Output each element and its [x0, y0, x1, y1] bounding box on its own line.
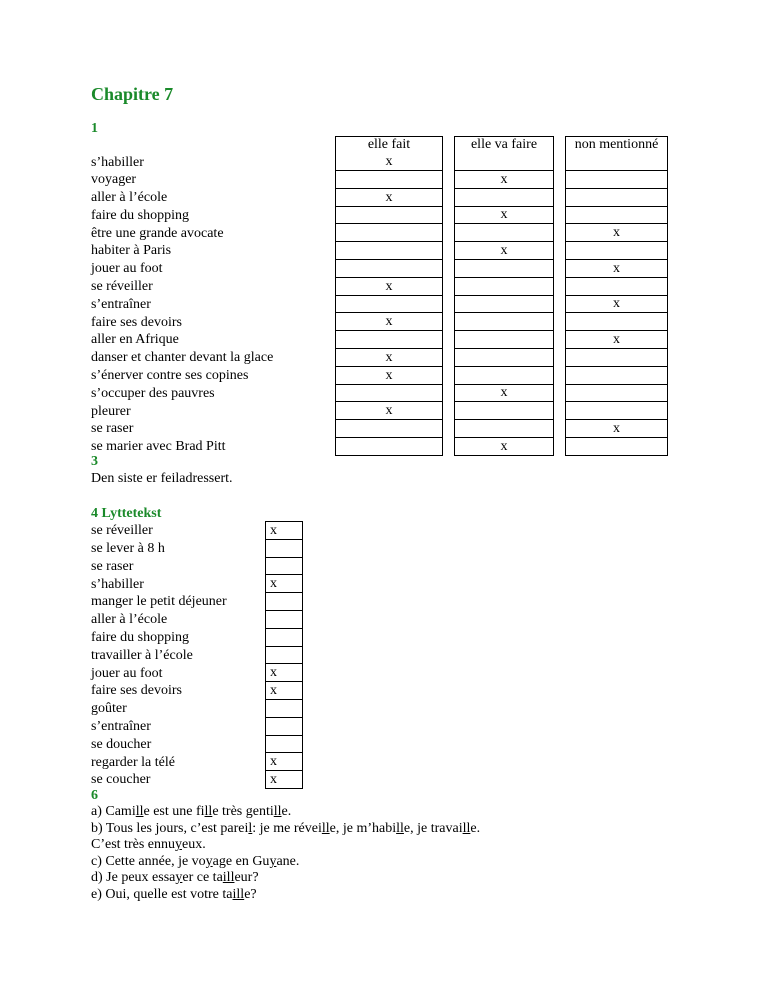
table-row: [91, 366, 668, 384]
row-label: s’habiller: [91, 154, 144, 170]
column-gap: [443, 242, 455, 260]
sentence-line: [91, 837, 480, 854]
row-label: aller à l’école: [91, 190, 168, 206]
column-header: non mentionné: [566, 137, 668, 154]
column-gap: [554, 437, 566, 455]
column-gap: [554, 137, 566, 154]
activity-label: travailler à l’école: [91, 647, 193, 663]
underlined-segment: ill: [222, 870, 235, 886]
mark-cell: [566, 153, 668, 171]
underlined-segment: y: [205, 853, 213, 869]
list-item: [91, 682, 303, 700]
column-gap: [554, 331, 566, 349]
activity-label: faire du shopping: [91, 630, 189, 646]
mark-cell: x: [455, 242, 554, 260]
table-header-row: [91, 137, 668, 154]
underlined-segment: ll: [204, 804, 213, 819]
mark-cell: [455, 224, 554, 242]
row-label: se réveiller: [91, 279, 153, 295]
mark-cell: [566, 384, 668, 402]
table-row: [91, 437, 668, 455]
activity-label: manger le petit déjeuner: [91, 594, 227, 610]
column-gap: [443, 331, 455, 349]
column-header: elle fait: [336, 137, 443, 154]
mark-cell: x: [336, 348, 443, 366]
list-item: [91, 610, 303, 628]
mark-cell: x: [455, 206, 554, 224]
column-gap: [443, 313, 455, 331]
table-row: [91, 224, 668, 242]
mark-cell: x: [336, 402, 443, 420]
column-gap: [443, 188, 455, 206]
mark-box: [266, 717, 303, 735]
text-segment: er ce ta: [182, 870, 223, 886]
list-item: [91, 593, 303, 611]
mark-cell: x: [455, 384, 554, 402]
text-segment: a) Cami: [91, 804, 136, 819]
mark-cell: [336, 242, 443, 260]
mark-box: [266, 699, 303, 717]
list-item: [91, 557, 303, 575]
text-segment: e est une fi: [143, 804, 205, 819]
column-gap: [554, 277, 566, 295]
text-segment: C’est très ennu: [91, 837, 175, 853]
activity-label: se coucher: [91, 772, 151, 788]
section-1-table: [91, 136, 668, 456]
mark-cell: x: [336, 277, 443, 295]
column-gap: [554, 224, 566, 242]
mark-cell: [336, 437, 443, 455]
table-row: [91, 348, 668, 366]
activity-label: faire ses devoirs: [91, 683, 182, 699]
column-gap: [554, 153, 566, 171]
underlined-segment: y: [175, 870, 183, 886]
mark-cell: x: [455, 437, 554, 455]
mark-cell: [336, 295, 443, 313]
list-item: [91, 522, 303, 540]
mark-cell: [336, 420, 443, 438]
row-label: s’entraîner: [91, 296, 151, 312]
text-segment: ane.: [276, 853, 300, 869]
row-label: jouer au foot: [91, 261, 163, 277]
activity-label: se lever à 8 h: [91, 541, 165, 557]
column-gap: [554, 420, 566, 438]
mark-box: x: [266, 753, 303, 771]
table-row: [91, 402, 668, 420]
underlined-segment: ll: [273, 804, 282, 819]
column-gap: [554, 171, 566, 189]
mark-cell: x: [336, 188, 443, 206]
text-segment: e, je m’habi: [329, 820, 397, 836]
list-item: [91, 699, 303, 717]
row-label: habiter à Paris: [91, 243, 172, 259]
sentence-line: [91, 887, 480, 904]
mark-cell: [455, 348, 554, 366]
row-label: faire ses devoirs: [91, 314, 182, 330]
list-item: [91, 735, 303, 753]
table-row: [91, 206, 668, 224]
section-4-heading: 4 Lyttetekst: [91, 506, 162, 521]
mark-cell: [336, 171, 443, 189]
section-6-number: 6: [91, 788, 98, 803]
mark-box: x: [266, 682, 303, 700]
column-gap: [443, 277, 455, 295]
list-item: [91, 575, 303, 593]
sentence-line: [91, 821, 480, 838]
column-gap: [554, 384, 566, 402]
text-segment: e) Oui, quelle est votre ta: [91, 886, 233, 902]
mark-cell: [566, 277, 668, 295]
mark-cell: [336, 224, 443, 242]
column-gap: [443, 295, 455, 313]
column-gap: [443, 402, 455, 420]
table-row: [91, 384, 668, 402]
header-spacer: [91, 137, 336, 154]
list-item: [91, 646, 303, 664]
row-label: s’énerver contre ses copines: [91, 368, 249, 384]
underlined-segment: y: [269, 853, 277, 869]
table-row: [91, 153, 668, 171]
column-gap: [443, 420, 455, 438]
mark-cell: x: [566, 420, 668, 438]
activity-label: s’entraîner: [91, 719, 151, 735]
list-item: [91, 539, 303, 557]
table-row: [91, 295, 668, 313]
table-row: [91, 313, 668, 331]
mark-cell: x: [566, 259, 668, 277]
column-gap: [443, 259, 455, 277]
mark-box: [266, 735, 303, 753]
section-3-text: Den siste er feiladressert.: [91, 471, 233, 486]
mark-box: [266, 557, 303, 575]
text-segment: c) Cette année, je vo: [91, 853, 206, 869]
text-segment: e, je travai: [403, 820, 463, 836]
text-segment: d) Je peux essa: [91, 870, 176, 886]
column-gap: [443, 348, 455, 366]
row-label: être une grande avocate: [91, 225, 224, 241]
column-gap: [443, 206, 455, 224]
list-item: [91, 664, 303, 682]
mark-cell: [455, 295, 554, 313]
text-segment: e?: [244, 886, 257, 902]
mark-cell: [566, 437, 668, 455]
section-3-number: 3: [91, 454, 98, 469]
underlined-segment: ill: [232, 886, 245, 902]
list-item: [91, 753, 303, 771]
text-segment: age en Gu: [212, 853, 270, 869]
row-label: danser et chanter devant la glace: [91, 350, 274, 366]
table-row: [91, 420, 668, 438]
table-row: [91, 242, 668, 260]
mark-cell: [455, 277, 554, 295]
column-gap: [443, 366, 455, 384]
column-gap: [443, 224, 455, 242]
row-label: s’occuper des pauvres: [91, 385, 215, 401]
row-label: aller en Afrique: [91, 332, 179, 348]
list-item: [91, 771, 303, 789]
mark-box: [266, 610, 303, 628]
mark-cell: [455, 188, 554, 206]
column-gap: [554, 242, 566, 260]
mark-cell: [336, 206, 443, 224]
text-segment: e très genti: [212, 804, 274, 819]
sentence-line: [91, 804, 480, 821]
mark-box: [266, 628, 303, 646]
list-item: [91, 717, 303, 735]
mark-cell: [336, 384, 443, 402]
table-row: [91, 331, 668, 349]
underlined-segment: ll: [462, 820, 471, 836]
text-segment: b) Tous les jours, c’est parei: [91, 820, 249, 836]
mark-cell: x: [336, 366, 443, 384]
mark-cell: [455, 153, 554, 171]
mark-cell: [455, 402, 554, 420]
column-gap: [554, 366, 566, 384]
underlined-segment: y: [174, 837, 182, 853]
underlined-segment: l: [248, 820, 253, 836]
mark-cell: x: [566, 224, 668, 242]
mark-cell: [566, 206, 668, 224]
column-gap: [443, 137, 455, 154]
mark-cell: [455, 313, 554, 331]
mark-cell: [566, 402, 668, 420]
column-gap: [443, 153, 455, 171]
mark-cell: [455, 420, 554, 438]
row-label: voyager: [91, 172, 137, 188]
mark-box: x: [266, 771, 303, 789]
table-row: [91, 277, 668, 295]
section-1-number: 1: [91, 121, 98, 136]
mark-cell: [455, 366, 554, 384]
mark-cell: [566, 188, 668, 206]
mark-cell: [566, 313, 668, 331]
text-segment: : je me révei: [252, 820, 322, 836]
sentence-line: [91, 870, 480, 887]
table-row: [91, 171, 668, 189]
mark-cell: [566, 242, 668, 260]
underlined-segment: ll: [396, 820, 404, 836]
column-gap: [554, 295, 566, 313]
mark-cell: [336, 331, 443, 349]
text-segment: e.: [281, 804, 292, 819]
mark-cell: x: [566, 331, 668, 349]
column-gap: [554, 313, 566, 331]
mark-cell: x: [455, 171, 554, 189]
sentence-line: [91, 854, 480, 871]
mark-box: x: [266, 575, 303, 593]
activity-label: se doucher: [91, 736, 152, 752]
mark-cell: x: [336, 153, 443, 171]
mark-cell: x: [336, 313, 443, 331]
column-header: elle va faire: [455, 137, 554, 154]
mark-cell: [566, 171, 668, 189]
underlined-segment: ll: [135, 804, 144, 819]
column-gap: [554, 206, 566, 224]
list-item: [91, 628, 303, 646]
activity-label: s’habiller: [91, 576, 144, 592]
mark-cell: [455, 331, 554, 349]
row-label: faire du shopping: [91, 207, 189, 223]
mark-box: x: [266, 522, 303, 540]
activity-label: se raser: [91, 558, 134, 574]
page-title: Chapitre 7: [91, 84, 174, 104]
row-label: se raser: [91, 421, 134, 437]
table-row: [91, 188, 668, 206]
column-gap: [554, 188, 566, 206]
column-gap: [554, 259, 566, 277]
text-segment: e.: [470, 820, 481, 836]
text-segment: eur?: [234, 870, 259, 886]
mark-box: [266, 646, 303, 664]
mark-cell: [566, 348, 668, 366]
column-gap: [443, 384, 455, 402]
mark-cell: [455, 259, 554, 277]
mark-box: [266, 539, 303, 557]
row-label: pleurer: [91, 403, 131, 419]
table-row: [91, 259, 668, 277]
text-segment: eux.: [181, 837, 206, 853]
mark-box: [266, 593, 303, 611]
section-4-table: [91, 521, 303, 789]
activity-label: se réveiller: [91, 523, 153, 539]
activity-label: aller à l’école: [91, 612, 168, 628]
section-6-sentences: [91, 804, 480, 904]
mark-box: x: [266, 664, 303, 682]
column-gap: [443, 437, 455, 455]
row-label: se marier avec Brad Pitt: [91, 439, 226, 455]
activity-label: jouer au foot: [91, 665, 163, 681]
activity-label: regarder la télé: [91, 754, 175, 770]
activity-label: goûter: [91, 701, 127, 717]
column-gap: [554, 348, 566, 366]
column-gap: [554, 402, 566, 420]
mark-cell: x: [566, 295, 668, 313]
mark-cell: [566, 366, 668, 384]
column-gap: [443, 171, 455, 189]
mark-cell: [336, 259, 443, 277]
underlined-segment: ll: [321, 820, 330, 836]
